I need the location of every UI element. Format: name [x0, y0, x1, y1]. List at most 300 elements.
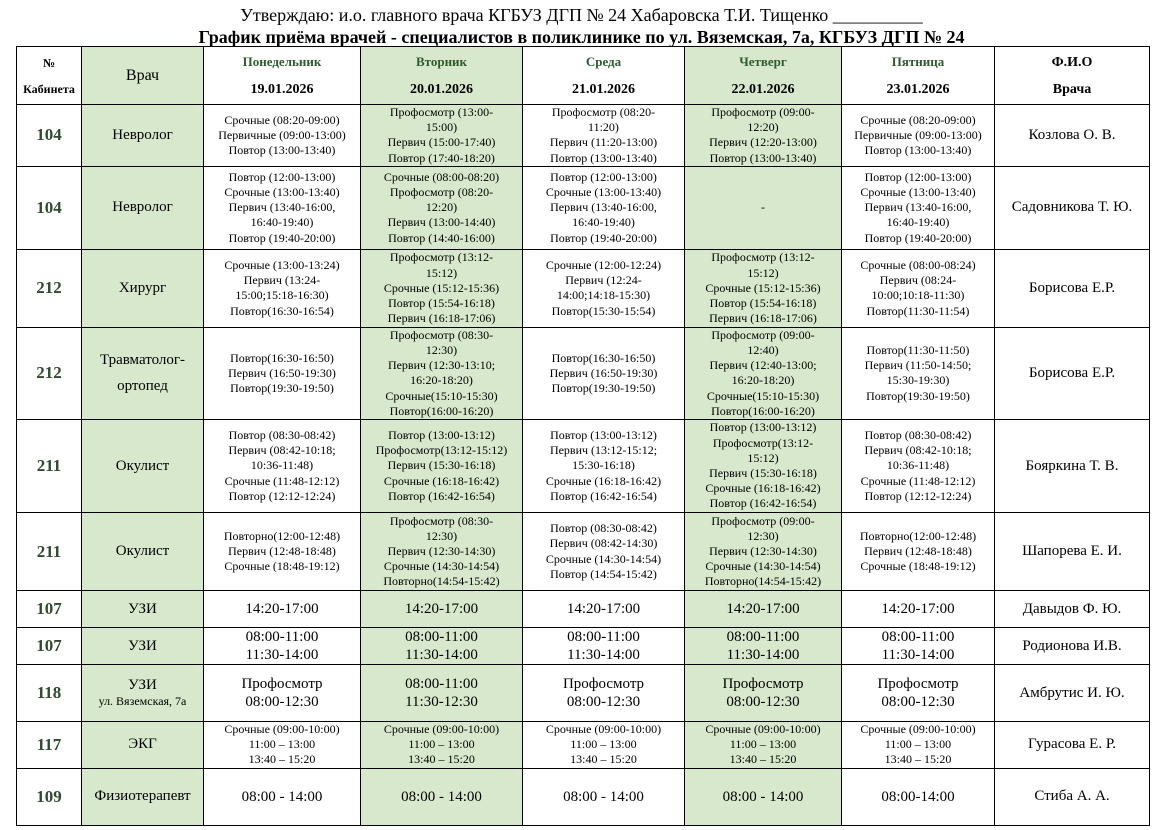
- schedule-line: Первич (12:30-13:10;: [387, 358, 496, 373]
- specialty: ЭКГ: [128, 736, 157, 753]
- col-header-cabinet: [17, 47, 82, 105]
- schedule-line: Срочные (14:30-14:54): [383, 559, 500, 574]
- schedule-line: Срочные (16:18-16:42): [545, 473, 662, 488]
- schedule-line: 14:20-17:00: [566, 601, 641, 618]
- schedule-cell: [204, 628, 361, 665]
- schedule-line: Повтор(19:30-19:50): [551, 381, 656, 396]
- schedule-line: Повтор (19:40-20:00): [228, 230, 336, 245]
- day-name: Понедельник: [242, 53, 322, 69]
- schedule-cell: [842, 628, 995, 665]
- approval-line: Утверждаю: и.о. главного врача КГБУЗ ДГП № 24 Хабаровска Т.И. Тищенко __________: [240, 5, 923, 25]
- schedule-line: Повтор (12:00-13:00): [228, 169, 336, 184]
- table-row: [17, 591, 1150, 628]
- schedule-line: Повтор(16:00-16:20): [389, 403, 494, 418]
- schedule-cell: [204, 105, 361, 167]
- cabinet-number: 212: [17, 327, 82, 419]
- schedule-line: Профосмотр (08:30-: [389, 513, 494, 528]
- schedule-cell: [523, 768, 685, 825]
- specialty-cell: [82, 768, 204, 825]
- schedule-line: 12:30): [747, 528, 779, 543]
- schedule-cell: [204, 166, 361, 249]
- schedule-line: Повтор(16:30-16:50): [551, 350, 656, 365]
- schedule-cell: [204, 327, 361, 419]
- schedule-line: 11:30-14:00: [405, 647, 478, 664]
- schedule-line: Повторно(12:00-12:48): [859, 528, 977, 543]
- schedule-line: 08:00-11:00: [405, 676, 478, 693]
- schedule-cell: [204, 513, 361, 591]
- schedule-line: 08:00-11:00: [405, 629, 478, 646]
- table-row: [17, 249, 1150, 327]
- schedule-cell: [361, 249, 523, 327]
- schedule-line: Повтор (19:40-20:00): [864, 230, 972, 245]
- table-row: [17, 420, 1150, 513]
- schedule-line: Первич (13:24-: [243, 273, 321, 288]
- day-date: 20.01.2026: [410, 81, 473, 97]
- schedule-line: 10:00;10:18-11:30): [871, 288, 965, 303]
- schedule-line: Срочные (09:00-10:00): [545, 722, 662, 737]
- col-header-day: [204, 47, 361, 105]
- schedule-line: Срочные (08:20-09:00): [860, 112, 976, 127]
- schedule-line: Срочные(15:10-15:30): [706, 388, 820, 403]
- schedule-line: Срочные (14:30-14:54): [545, 551, 662, 566]
- schedule-line: 14:20-17:00: [726, 601, 800, 618]
- schedule-line: 11:30-14:00: [567, 647, 640, 664]
- schedule-cell: [361, 420, 523, 513]
- schedule-line: 14:20-17:00: [881, 601, 955, 618]
- schedule-line: Первич (12:30-14:30): [709, 543, 817, 558]
- specialty-cell: [82, 249, 204, 327]
- schedule-line: 08:00-11:00: [881, 629, 955, 646]
- schedule-line: 16:20-18:20): [410, 373, 473, 388]
- table-row: [17, 105, 1150, 167]
- specialty-cell: [82, 327, 204, 419]
- schedule-line: Повтор (16:42-16:54): [388, 488, 495, 503]
- schedule-cell: [685, 591, 842, 628]
- schedule-cell: [361, 105, 523, 167]
- schedule-line: Профосмотр: [241, 676, 323, 693]
- specialty-cell: [82, 665, 204, 722]
- doctor-fio: Давыдов Ф. Ю.: [995, 591, 1150, 628]
- schedule-line: Повтор(16:00-16:20): [711, 403, 815, 418]
- schedule-line: 15:12): [425, 265, 458, 280]
- doctor-fio: Козлова О. В.: [995, 105, 1150, 167]
- schedule-cell: [685, 105, 842, 167]
- specialty: Физиотерапевт: [94, 788, 191, 805]
- schedule-line: Профосмотр: [877, 676, 959, 693]
- schedule-cell: [523, 327, 685, 419]
- schedule-line: 13:40 – 15:20: [408, 752, 475, 767]
- schedule-line: 13:40 – 15:20: [729, 752, 797, 767]
- schedule-line: Повтор(15:30-15:54): [551, 303, 656, 318]
- schedule-line: 13:40 – 15:20: [570, 752, 637, 767]
- schedule-line: -: [761, 200, 765, 215]
- schedule-line: Профосмотр (08:30-: [389, 327, 494, 342]
- specialty: УЗИ: [128, 600, 157, 617]
- schedule-line: 12:40): [747, 343, 779, 358]
- schedule-cell: [361, 665, 523, 722]
- schedule-line: Срочные (11:48-12:12): [860, 473, 976, 488]
- schedule-line: 15:30-16:18): [572, 458, 635, 473]
- schedule-line: 11:30-14:00: [726, 647, 800, 664]
- schedule-line: Первич (12:24-: [565, 273, 642, 288]
- schedule-line: Профосмотр (09:00-: [711, 513, 815, 528]
- specialty: Хирург: [118, 279, 167, 296]
- schedule-line: Срочные (09:00-10:00): [860, 722, 976, 737]
- schedule-line: Первич (11:50-14:50;: [864, 358, 972, 373]
- schedule-line: 08:00-11:00: [567, 629, 640, 646]
- schedule-line: 08:00-12:30: [726, 694, 800, 711]
- schedule-cell: [842, 722, 995, 769]
- schedule-cell: [523, 166, 685, 249]
- day-name: Пятница: [891, 53, 945, 69]
- schedule-line: Срочные (18:48-19:12): [860, 559, 976, 574]
- schedule-line: Профосмотр (08:20-: [389, 185, 494, 199]
- schedule-line: 16:40-19:40): [886, 215, 950, 230]
- schedule-line: Повтор (14:40-16:00): [388, 230, 495, 245]
- schedule-line: Первич (16:18-17:06): [387, 311, 496, 326]
- schedule-line: Первич (15:30-16:18): [709, 466, 817, 481]
- schedule-line: Повтор (12:00-13:00): [864, 169, 972, 184]
- schedule-line: Повтор (16:42-16:54): [709, 496, 817, 511]
- schedule-line: 10:36-11:48): [250, 458, 314, 473]
- schedule-line: 12:20): [747, 120, 779, 135]
- schedule-line: Повтор (12:00-13:00): [550, 169, 657, 184]
- schedule-line: Срочные (08:20-09:00): [224, 112, 340, 127]
- doctor-fio: Борисова Е.Р.: [995, 327, 1150, 419]
- schedule-cell: [685, 420, 842, 513]
- schedule-line: 15:12): [747, 265, 779, 280]
- schedule-cell: [361, 166, 523, 249]
- schedule-line: Первич (12:20-13:00): [709, 135, 817, 150]
- schedule-line: Повтор (12:12-12:24): [228, 488, 336, 503]
- schedule-line: 08:00 - 14:00: [563, 788, 644, 805]
- schedule-line: Первич (13:40-16:00,: [864, 200, 972, 215]
- schedule-line: 08:00 - 14:00: [722, 788, 804, 805]
- schedule-line: Первичные (09:00-13:00): [218, 127, 346, 142]
- schedule-cell: [842, 768, 995, 825]
- schedule-cell: [685, 665, 842, 722]
- schedule-cell: [842, 105, 995, 167]
- schedule-line: Повтор (15:54-16:18): [709, 295, 817, 310]
- schedule-line: Срочные (14:30-14:54): [705, 559, 821, 574]
- schedule-line: Срочные (18:48-19:12): [224, 559, 340, 574]
- schedule-line: Срочные (13:00-13:40): [224, 185, 340, 199]
- schedule-cell: [523, 249, 685, 327]
- schedule-line: Повтор (13:00-13:12): [388, 428, 495, 443]
- schedule-line: Срочные (13:00-13:40): [860, 185, 976, 199]
- schedule-cell: [204, 768, 361, 825]
- schedule-line: 14:20-17:00: [245, 601, 319, 618]
- schedule-table: [16, 46, 1150, 826]
- day-name: Четверг: [739, 53, 787, 69]
- schedule-line: Первич (08:24-: [879, 273, 957, 288]
- schedule-line: Повтор (08:30-08:42): [228, 428, 336, 443]
- schedule-line: 11:00 – 13:00: [248, 737, 316, 752]
- specialty: УЗИ: [128, 637, 157, 654]
- schedule-cell: [523, 628, 685, 665]
- schedule-line: Профосмотр: [562, 676, 645, 693]
- schedule-line: Профосмотр(13:12-: [712, 435, 814, 450]
- schedule-line: Срочные (16:18-16:42): [383, 473, 500, 488]
- doctor-fio: Шапорева Е. И.: [995, 513, 1150, 591]
- schedule-line: Повтор (13:00-13:40): [864, 143, 972, 157]
- schedule-line: Первич (16:50-19:30): [549, 365, 658, 380]
- schedule-line: Первичные (09:00-13:00): [854, 127, 982, 142]
- schedule-line: Срочные (09:00-10:00): [383, 722, 500, 737]
- schedule-line: 11:00 – 13:00: [729, 737, 797, 752]
- schedule-line: 15:12): [747, 450, 779, 465]
- schedule-line: Повтор(19:30-19:50): [230, 381, 334, 396]
- schedule-cell: [523, 665, 685, 722]
- schedule-cell: [685, 166, 842, 249]
- specialty: Окулист: [115, 457, 170, 474]
- table-row: [17, 327, 1150, 419]
- table-row: [17, 628, 1150, 665]
- schedule-cell: [361, 327, 523, 419]
- schedule-cell: [361, 628, 523, 665]
- specialty-cell: [82, 105, 204, 167]
- schedule-line: Первич (13:40-16:00,: [550, 200, 657, 215]
- schedule-line: 11:30-12:30: [405, 694, 478, 711]
- schedule-line: Срочные (15:12-15:36): [383, 280, 500, 295]
- schedule-line: Повтор (13:00-13:40): [709, 150, 817, 165]
- schedule-line: 13:40 – 15:20: [884, 752, 952, 767]
- fio-header-line1: Ф.И.О: [1051, 54, 1093, 70]
- schedule-line: Повторно(14:54-15:42): [383, 574, 500, 589]
- schedule-cell: [842, 166, 995, 249]
- schedule-line: Срочные (11:48-12:12): [224, 473, 340, 488]
- schedule-cell: [685, 722, 842, 769]
- specialty-cell: [82, 628, 204, 665]
- schedule-line: Повтор (08:30-08:42): [864, 428, 972, 443]
- schedule-line: Повтор(11:30-11:50): [866, 343, 970, 358]
- cabinet-header-line1: №: [42, 55, 56, 70]
- schedule-line: Срочные (09:00-10:00): [705, 722, 821, 737]
- schedule-line: Срочные (09:00-10:00): [224, 722, 340, 737]
- schedule-line: Срочные (08:00-08:24): [860, 257, 976, 272]
- schedule-line: 11:00 – 13:00: [570, 737, 637, 752]
- schedule-cell: [685, 628, 842, 665]
- day-name: Вторник: [415, 53, 468, 69]
- schedule-line: 11:00 – 13:00: [408, 737, 475, 752]
- schedule-title: График приёма врачей - специалистов в поликлинике по ул. Вяземская, 7а, КГБУЗ ДГП № 24: [198, 27, 965, 47]
- table-row: [17, 513, 1150, 591]
- schedule-line: 15:30-19:30): [886, 373, 950, 388]
- day-date: 21.01.2026: [572, 81, 635, 97]
- schedule-line: 08:00 - 14:00: [241, 788, 323, 805]
- table-row: [17, 665, 1150, 722]
- schedule-line: Повтор(16:30-16:50): [230, 350, 334, 365]
- table-row: [17, 768, 1150, 825]
- schedule-line: Первич (13:40-16:00,: [228, 200, 336, 215]
- schedule-cell: [204, 420, 361, 513]
- schedule-line: Повторно(14:54-15:42): [704, 574, 822, 589]
- schedule-line: Первич (12:48-18:48): [228, 543, 336, 558]
- cabinet-number: 211: [17, 420, 82, 513]
- schedule-cell: [204, 665, 361, 722]
- table-row: [17, 166, 1150, 249]
- schedule-line: 08:00-12:30: [566, 694, 641, 711]
- schedule-line: Повтор (14:54-15:42): [550, 566, 657, 581]
- schedule-cell: [842, 327, 995, 419]
- schedule-cell: [685, 513, 842, 591]
- schedule-cell: [842, 513, 995, 591]
- schedule-cell: [842, 249, 995, 327]
- schedule-line: Первич (11:20-13:00): [549, 135, 658, 150]
- schedule-line: Первич (15:30-16:18): [387, 458, 496, 473]
- schedule-line: Первич (16:50-19:30): [228, 365, 336, 380]
- col-header-day: [842, 47, 995, 105]
- schedule-line: 12:30): [425, 528, 458, 543]
- schedule-line: Профосмотр (08:20-: [551, 105, 656, 119]
- doctor-fio: Бояркина Т. В.: [995, 420, 1150, 513]
- schedule-line: 13:40 – 15:20: [248, 752, 316, 767]
- specialty-cell: [82, 513, 204, 591]
- schedule-line: Первич (15:00-17:40): [387, 135, 496, 150]
- cabinet-header-line2: Кабинета: [23, 81, 75, 96]
- schedule-line: 16:40-19:40): [250, 215, 314, 230]
- schedule-line: Повтор (19:40-20:00): [550, 230, 657, 245]
- schedule-line: Повтор (13:00-13:12): [709, 420, 817, 435]
- schedule-cell: [523, 420, 685, 513]
- schedule-line: Первич (13:00-14:40): [387, 215, 496, 230]
- schedule-cell: [361, 591, 523, 628]
- doctor-fio: Борисова Е.Р.: [995, 249, 1150, 327]
- day-date: 23.01.2026: [886, 81, 950, 97]
- day-name: Среда: [585, 53, 622, 69]
- schedule-cell: [842, 420, 995, 513]
- schedule-line: 14:00;14:18-15:30): [556, 288, 651, 303]
- specialty-cell: [82, 166, 204, 249]
- schedule-cell: [523, 591, 685, 628]
- schedule-line: Профосмотр: [722, 676, 804, 693]
- schedule-line: Первич (08:42-14:30): [549, 536, 658, 551]
- cabinet-number: 107: [17, 591, 82, 628]
- specialty: Невролог: [112, 199, 173, 216]
- schedule-line: Первич (13:12-15:12;: [549, 443, 658, 458]
- schedule-line: 08:00-12:30: [245, 694, 319, 711]
- schedule-line: Профосмотр (09:00-: [711, 105, 815, 119]
- schedule-cell: [842, 665, 995, 722]
- day-date: 22.01.2026: [731, 81, 795, 97]
- col-header-day: [685, 47, 842, 105]
- schedule-line: Первич (12:48-18:48): [864, 543, 972, 558]
- schedule-line: Профосмотр(13:12-15:12): [375, 443, 508, 458]
- schedule-cell: [685, 249, 842, 327]
- schedule-line: 11:20): [588, 120, 619, 135]
- schedule-cell: [523, 513, 685, 591]
- schedule-cell: [685, 768, 842, 825]
- schedule-line: Повтор (15:54-16:18): [388, 295, 495, 310]
- schedule-line: Первич (12:40-13:00;: [709, 358, 817, 373]
- cabinet-number: 104: [17, 105, 82, 167]
- schedule-cell: [523, 722, 685, 769]
- cabinet-number: 117: [17, 722, 82, 769]
- table-row: [17, 722, 1150, 769]
- col-header-doctor: Врач: [82, 47, 204, 105]
- schedule-line: Повтор(11:30-11:54): [866, 303, 970, 318]
- schedule-cell: [204, 249, 361, 327]
- schedule-line: Повтор(19:30-19:50): [866, 388, 970, 403]
- schedule-line: 08:00-12:30: [881, 694, 955, 711]
- specialty-cell: [82, 722, 204, 769]
- schedule-cell: [523, 105, 685, 167]
- doctor-fio: Родионова И.В.: [995, 628, 1150, 665]
- fio-header-line2: Врача: [1052, 81, 1092, 97]
- schedule-line: Повтор(16:30-16:54): [230, 303, 334, 318]
- schedule-line: 08:00-14:00: [881, 788, 955, 805]
- col-header-day: [523, 47, 685, 105]
- schedule-line: 16:40-19:40): [572, 215, 635, 230]
- schedule-line: Профосмотр (13:00-: [389, 105, 494, 119]
- schedule-cell: [361, 513, 523, 591]
- header-row: [17, 47, 1150, 105]
- col-header-day: [361, 47, 523, 105]
- schedule-line: Повторно(12:00-12:48): [223, 528, 341, 543]
- cabinet-number: 212: [17, 249, 82, 327]
- schedule-cell: [204, 722, 361, 769]
- schedule-cell: [685, 327, 842, 419]
- schedule-line: Повтор (12:12-12:24): [864, 488, 972, 503]
- schedule-cell: [361, 768, 523, 825]
- cabinet-number: 107: [17, 628, 82, 665]
- schedule-line: 10:36-11:48): [886, 458, 950, 473]
- specialty: УЗИ: [128, 677, 157, 694]
- day-date: 19.01.2026: [250, 81, 314, 97]
- schedule-line: 15:00): [425, 120, 458, 135]
- schedule-line: Повтор (17:40-18:20): [388, 150, 495, 165]
- schedule-line: 08:00-11:00: [245, 629, 319, 646]
- specialty-cell: [82, 591, 204, 628]
- specialty: Окулист: [115, 543, 170, 560]
- schedule-line: Профосмотр (13:12-: [711, 250, 815, 265]
- col-header-fio: [995, 47, 1150, 105]
- specialty-address: ул. Вяземская, 7а: [98, 694, 187, 709]
- schedule-line: Срочные (15:12-15:36): [705, 280, 821, 295]
- schedule-line: 16:20-18:20): [731, 373, 795, 388]
- schedule-line: 08:00-11:00: [726, 629, 800, 646]
- schedule-line: Повтор (13:00-13:40): [228, 143, 336, 157]
- schedule-line: Срочные(15:10-15:30): [385, 388, 498, 403]
- cabinet-number: 104: [17, 166, 82, 249]
- cabinet-number: 211: [17, 513, 82, 591]
- cabinet-number: 118: [17, 665, 82, 722]
- schedule-line: 11:00 – 13:00: [884, 737, 952, 752]
- schedule-line: Повтор (08:30-08:42): [550, 521, 657, 536]
- schedule-cell: [842, 591, 995, 628]
- schedule-line: Первич (12:30-14:30): [387, 543, 496, 558]
- schedule-line: 12:30): [425, 343, 458, 358]
- schedule-line: Срочные (08:00-08:20): [383, 169, 500, 184]
- schedule-line: Срочные (13:00-13:40): [545, 185, 662, 199]
- doctor-fio: Стиба А. А.: [995, 768, 1150, 825]
- doctor-fio: Гурасова Е. Р.: [995, 722, 1150, 769]
- schedule-line: 15:00;15:18-16:30): [235, 288, 329, 303]
- schedule-line: Повтор (13:00-13:12): [550, 428, 657, 443]
- schedule-line: 08:00 - 14:00: [401, 788, 482, 805]
- schedule-line: 14:20-17:00: [404, 601, 479, 618]
- schedule-body: [17, 105, 1150, 826]
- schedule-line: Профосмотр (09:00-: [711, 327, 815, 342]
- schedule-line: 11:30-14:00: [881, 647, 955, 664]
- cabinet-number: 109: [17, 768, 82, 825]
- schedule-line: Первич (16:18-17:06): [709, 311, 817, 326]
- schedule-line: Первич (08:42-10:18;: [228, 443, 336, 458]
- schedule-line: Повтор (13:00-13:40): [550, 150, 657, 165]
- schedule-line: Профосмотр (13:12-: [389, 250, 494, 265]
- schedule-line: Первич (08:42-10:18;: [864, 443, 972, 458]
- schedule-line: Срочные (13:00-13:24): [224, 257, 340, 272]
